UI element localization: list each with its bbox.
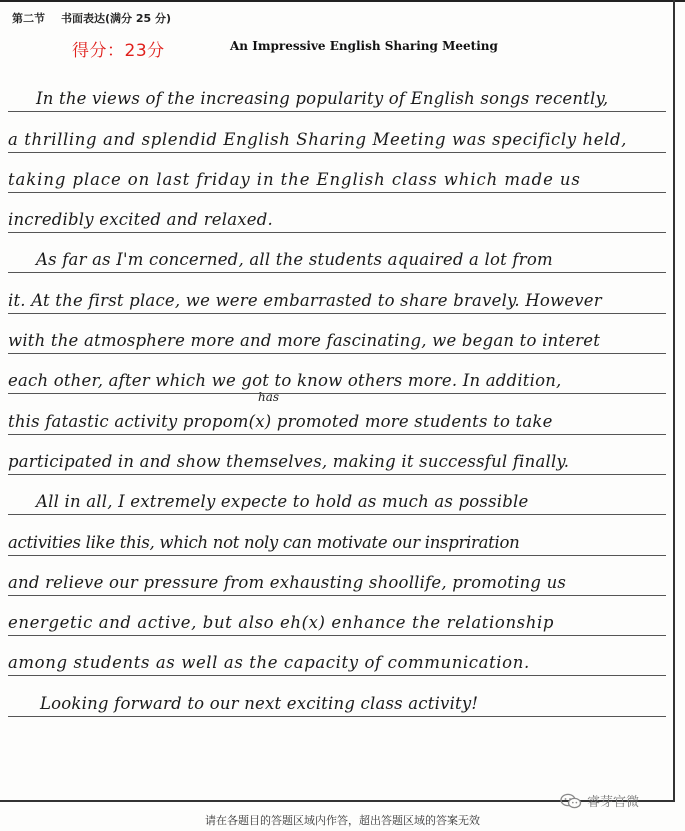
essay-line	[8, 354, 666, 394]
essay-line-text: each other, after which we got to know others more. In addition,	[8, 371, 562, 391]
essay-line	[8, 72, 666, 112]
essay-line	[8, 435, 666, 475]
essay-line-text: and relieve our pressure from exhausting shoollife, promoting us	[8, 572, 567, 592]
essay-line-text: As far as I'm concerned, all the students aquaired a lot from	[36, 250, 553, 270]
essay-title: An Impressive English Sharing Meeting	[230, 39, 498, 53]
essay-body	[8, 72, 666, 717]
essay-line	[8, 394, 666, 434]
score-annotation: 得分：23分	[72, 41, 165, 61]
essay-line-text: activities like this, which not noly can motivate our inspriration	[8, 532, 520, 552]
essay-line-text: a thrilling and splendid English Sharing Meeting was specificly held,	[8, 129, 627, 149]
sheet-border-top	[0, 0, 685, 2]
essay-line-text: incredibly excited and relaxed.	[8, 210, 273, 230]
watermark-text: 睿芽官微	[587, 795, 640, 810]
essay-line	[8, 273, 666, 313]
correction-insertion: has	[258, 390, 280, 404]
essay-line-text: this fatastic activity propom(x) promoted more students to take	[8, 411, 553, 431]
task-description: 书面表达(满分 25 分)	[61, 12, 172, 25]
section-number: 第二节	[12, 12, 45, 25]
essay-line-text: energetic and active, but also eh(x) enhance the relationship	[8, 613, 555, 633]
sheet-border-right	[673, 0, 675, 800]
essay-line	[8, 676, 666, 716]
essay-line	[8, 596, 666, 636]
essay-line	[8, 515, 666, 555]
essay-line-text: taking place on last friday in the English class which made us	[8, 169, 581, 189]
essay-line	[8, 475, 666, 515]
essay-line-text: In the views of the increasing popularity of English songs recently,	[36, 89, 609, 109]
essay-line-text: Looking forward to our next exciting class activity!	[40, 693, 479, 713]
footer-note: 请在各题目的答题区域内作答，超出答题区域的答案无效	[205, 814, 480, 827]
essay-line	[8, 112, 666, 152]
section-header	[12, 10, 187, 26]
essay-line-text: participated in and show themselves, making it successful finally.	[8, 451, 570, 471]
essay-line-text: with the atmosphere more and more fascinating, we began to interet	[8, 331, 601, 351]
essay-line	[8, 556, 666, 596]
essay-line-text: All in all, I extremely expecte to hold as much as possible	[36, 492, 529, 512]
watermark	[560, 791, 639, 810]
essay-line-text: it. At the first place, we were embarrasted to share bravely. However	[8, 290, 602, 310]
essay-line	[8, 636, 666, 676]
essay-line	[8, 193, 666, 233]
essay-line	[8, 314, 666, 354]
essay-line-text: among students as well as the capacity of communication.	[8, 653, 530, 673]
essay-line	[8, 233, 666, 273]
wechat-icon	[560, 793, 582, 809]
essay-line	[8, 153, 666, 193]
